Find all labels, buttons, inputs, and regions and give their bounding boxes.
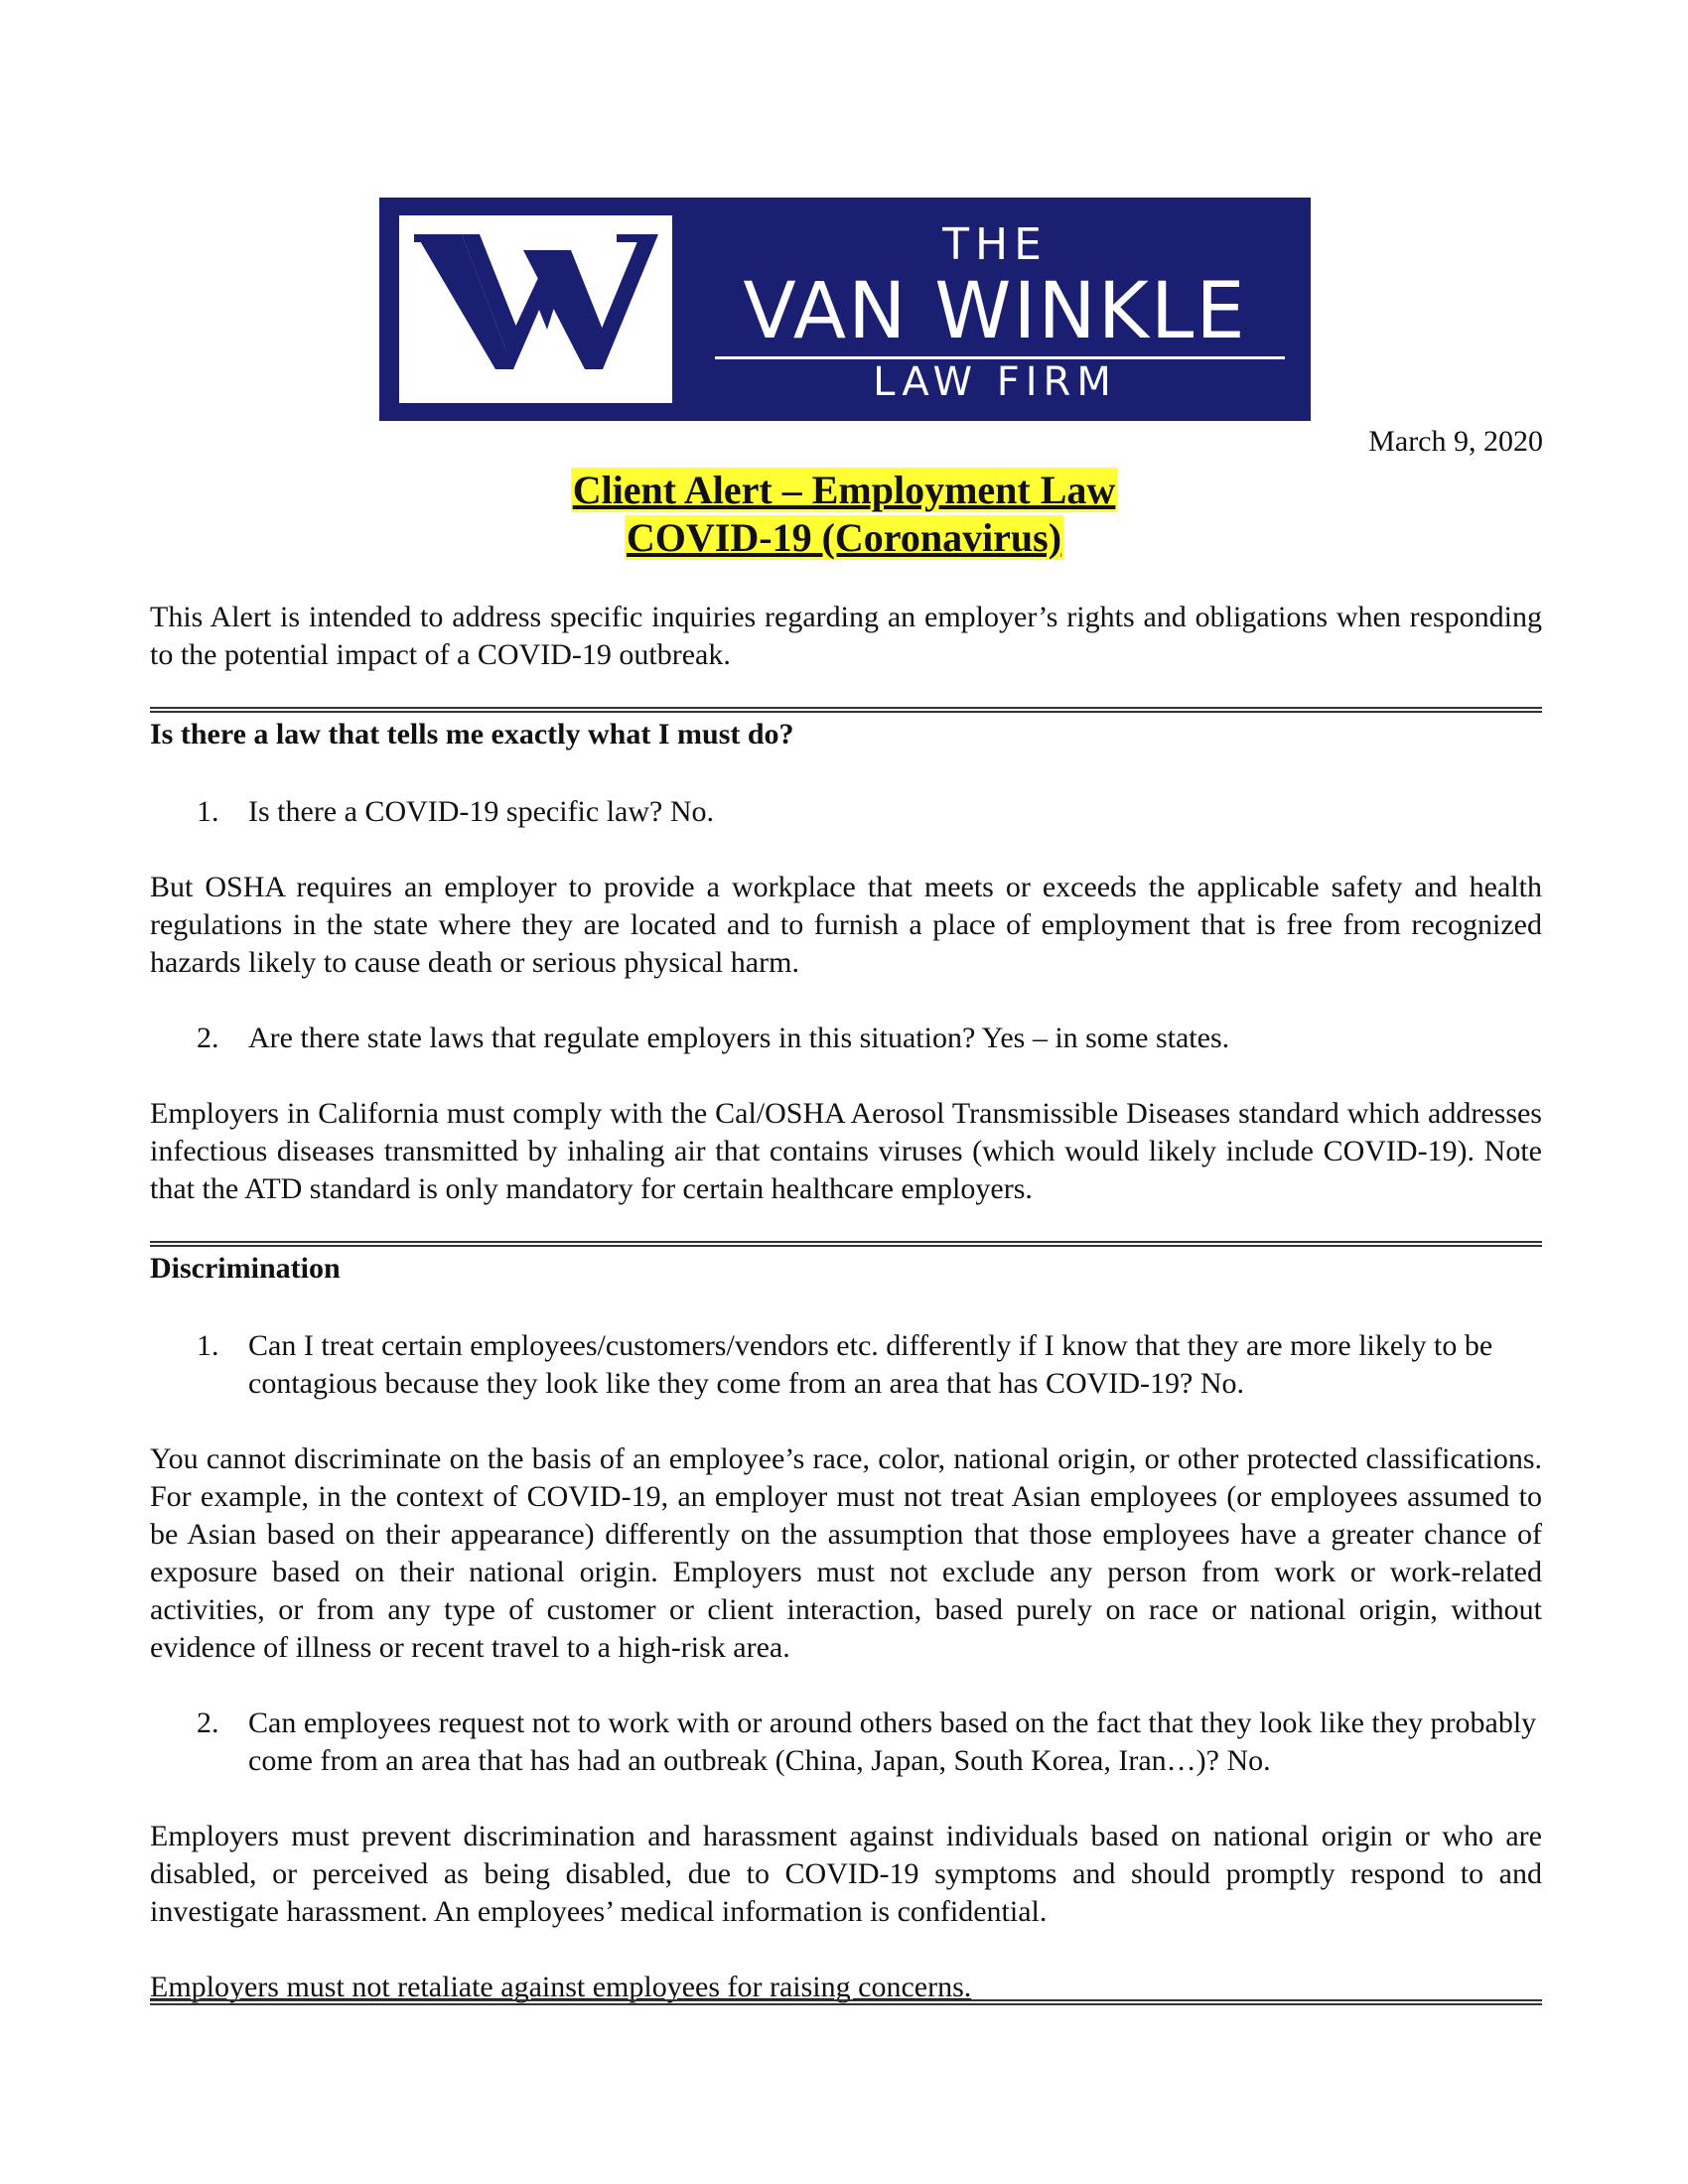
section-heading-law: Is there a law that tells me exactly what I must do? bbox=[150, 718, 794, 751]
list-item bbox=[197, 1020, 1543, 1057]
list-question: Are there state laws that regulate employers in this situation? Yes – in some states. bbox=[248, 1022, 1230, 1054]
list-item bbox=[197, 793, 1543, 831]
section-heading-discrimination: Discrimination bbox=[150, 1252, 341, 1285]
title-line-2: COVID-19 (Coronavirus) bbox=[626, 515, 1062, 560]
retaliation-paragraph: Employers must not retaliate against employees for raising concerns. bbox=[150, 1971, 972, 2003]
list-number: 1. bbox=[197, 795, 219, 828]
document-subtitle bbox=[0, 514, 1688, 561]
list-number: 2. bbox=[197, 1706, 219, 1739]
list-question: Is there a COVID-19 specific law? No. bbox=[248, 795, 714, 828]
logo-line-the: THE bbox=[942, 219, 1048, 270]
document-date: March 9, 2020 bbox=[1368, 425, 1543, 458]
list-question: Can employees request not to work with or around others based on the fact that they look like they probably come from an area that has had an outbreak (China, Japan, South Korea, Iran…)? No. bbox=[248, 1706, 1537, 1777]
list-item bbox=[197, 1705, 1543, 1780]
title-line-1: Client Alert – Employment Law bbox=[572, 468, 1116, 512]
document-title bbox=[0, 467, 1688, 513]
list-item bbox=[197, 1327, 1543, 1403]
osha-paragraph: But OSHA requires an employer to provide a workplace that meets or exceeds the applicable safety and health regulations in the state where they are located and to furnish a place of employment that is free from recognized hazards likely to cause death or serious physical harm. bbox=[150, 871, 1542, 979]
harassment-paragraph: Employers must prevent discrimination and harassment against individuals based on national origin or who are disabled, or perceived as being disabled, due to COVID-19 symptoms and should promptly respond to and investigate harassment. An employees’ medical information is confidential. bbox=[150, 1820, 1542, 1928]
list-number: 2. bbox=[197, 1022, 219, 1054]
firm-logo bbox=[379, 198, 1311, 421]
list-number: 1. bbox=[197, 1329, 219, 1362]
section-divider bbox=[150, 1999, 1542, 2005]
logo-line-name: VAN WINKLE bbox=[743, 267, 1247, 356]
vw-monogram-icon bbox=[399, 215, 672, 403]
section-divider bbox=[150, 707, 1542, 713]
logo-line-firm: LAW FIRM bbox=[873, 359, 1117, 405]
section-divider bbox=[150, 1241, 1542, 1247]
intro-paragraph: This Alert is intended to address specific inquiries regarding an employer’s rights and obligations when responding to the potential impact of a COVID-19 outbreak. bbox=[150, 601, 1542, 671]
logo-wordmark bbox=[697, 198, 1293, 421]
california-paragraph: Employers in California must comply with the Cal/OSHA Aerosol Transmissible Diseases standard which addresses infectious diseases transmitted by inhaling air that contains viruses (which would likely include COVID-19). Note that the ATD standard is only mandatory for certain healthcare employers. bbox=[150, 1097, 1542, 1205]
list-question: Can I treat certain employees/customers/vendors etc. differently if I know that they are more likely to be contagious because they look like they come from an area that has COVID-19? No. bbox=[248, 1329, 1493, 1400]
discrimination-paragraph: You cannot discriminate on the basis of an employee’s race, color, national origin, or other protected classifications. For example, in the context of COVID-19, an employer must not treat Asian employees (or employees assumed to be Asian based on their appearance) differently on the assumption that those employees have a greater chance of exposure based on their national origin. Employers must not exclude any person from work or work-related activities, or from any type of customer or client interaction, based purely on race or national origin, without evidence of illness or recent travel to a high-risk area. bbox=[150, 1442, 1542, 1664]
